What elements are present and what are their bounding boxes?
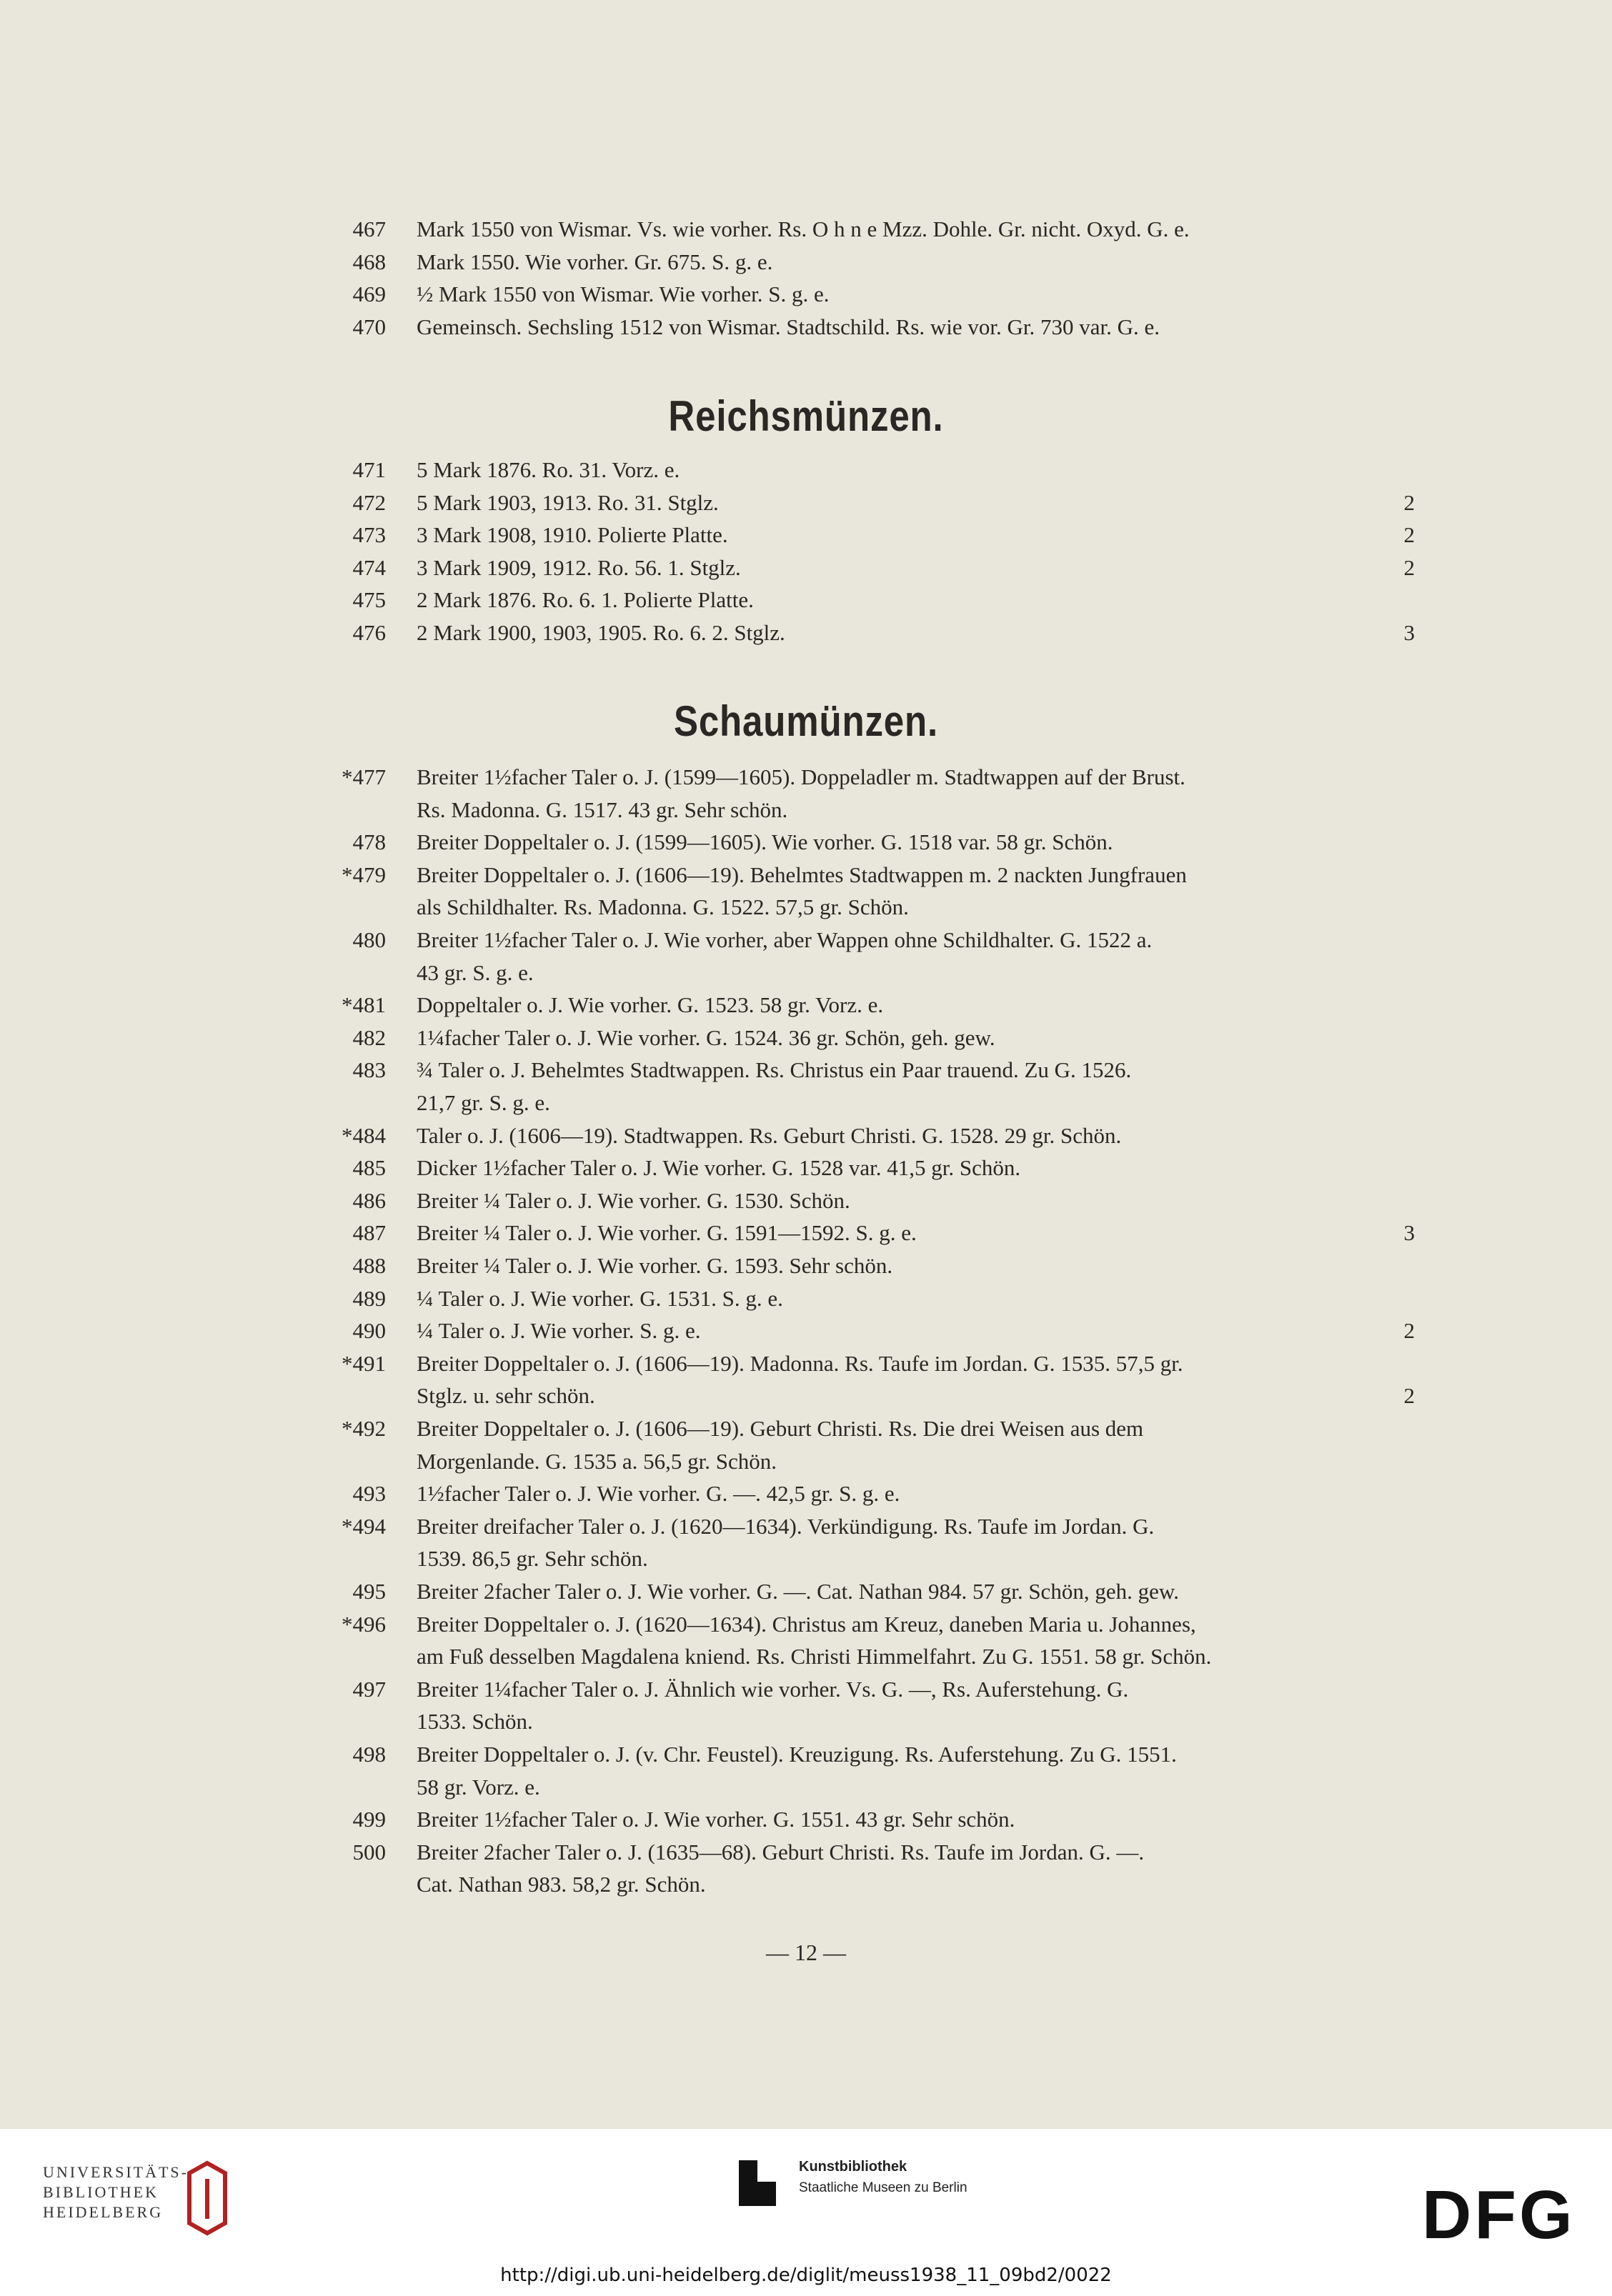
lot-value: 2 xyxy=(1403,522,1415,548)
lot-description: 5 Mark 1876. Ro. 31. Vorz. e. xyxy=(417,457,680,482)
lot-description: Morgenlande. G. 1535 a. 56,5 gr. Schön. xyxy=(417,1448,777,1474)
lot-number: *477 xyxy=(342,764,386,789)
kunstbibliothek-title: Kunstbibliothek xyxy=(799,2159,907,2175)
lot-description: Breiter ¼ Taler o. J. Wie vorher. G. 1593. Sehr schön. xyxy=(417,1253,893,1278)
lot-number: 500 xyxy=(352,1839,386,1865)
lot-value: 2 xyxy=(1403,554,1415,580)
lot-description: ¼ Taler o. J. Wie vorher. S. g. e. xyxy=(417,1318,701,1344)
lot-description: 1½facher Taler o. J. Wie vorher. G. —. 42,5 gr. S. g. e. xyxy=(417,1481,900,1507)
lot-description: als Schildhalter. Rs. Madonna. G. 1522. 57,5 gr. Schön. xyxy=(417,894,909,920)
lot-description: Doppeltaler o. J. Wie vorher. G. 1523. 58 gr. Vorz. e. xyxy=(417,992,884,1018)
lot-number: *484 xyxy=(342,1122,386,1148)
lot-description: Breiter dreifacher Taler o. J. (1620—1634). Verkündigung. Rs. Taufe im Jordan. G. xyxy=(417,1513,1155,1539)
lot-description: 1¼facher Taler o. J. Wie vorher. G. 1524. 36 gr. Schön, geh. gew. xyxy=(417,1024,995,1050)
lot-number: 488 xyxy=(352,1253,386,1278)
lot-description: Breiter Doppeltaler o. J. (1606—19). Behelmtes Stadtwappen m. 2 nackten Jungfrauen xyxy=(417,862,1187,887)
uni-logo-line-3: HEIDELBERG xyxy=(43,2203,164,2221)
lot-description: Breiter 1½facher Taler o. J. Wie vorher, aber Wappen ohne Schildhalter. G. 1522 a. xyxy=(417,927,1153,952)
lot-description: 43 gr. S. g. e. xyxy=(417,959,534,985)
lot-number: *496 xyxy=(342,1611,386,1637)
university-seal-icon xyxy=(182,2159,232,2237)
section-heading-reichsmuenzen: Reichsmünzen. xyxy=(668,392,944,440)
lot-description: Breiter ¼ Taler o. J. Wie vorher. G. 1530. Schön. xyxy=(417,1187,850,1213)
lot-description: 3 Mark 1909, 1912. Ro. 56. 1. Stglz. xyxy=(417,554,741,580)
lot-number: 471 xyxy=(352,457,386,482)
lot-number: 468 xyxy=(352,249,386,274)
lot-value: 3 xyxy=(1403,620,1415,645)
page-number: — 12 — xyxy=(766,1940,846,1965)
lot-description: Breiter 1½facher Taler o. J. Wie vorher. G. 1551. 43 gr. Sehr schön. xyxy=(417,1807,1015,1832)
lot-description: Stglz. u. sehr schön. xyxy=(417,1383,595,1409)
lot-description: 58 gr. Vorz. e. xyxy=(417,1774,540,1800)
kunstbibliothek-logo[interactable] xyxy=(736,2157,1036,2243)
uni-logo-line-2: BIBLIOTHEK xyxy=(43,2183,159,2201)
lot-description: Taler o. J. (1606—19). Stadtwappen. Rs. Geburt Christi. G. 1528. 29 gr. Schön. xyxy=(417,1122,1122,1148)
lot-number: 493 xyxy=(352,1481,386,1507)
lot-description: Rs. Madonna. G. 1517. 43 gr. Sehr schön. xyxy=(417,797,788,822)
lot-number: *491 xyxy=(342,1350,386,1376)
lot-description: 5 Mark 1903, 1913. Ro. 31. Stglz. xyxy=(417,489,719,515)
lot-number: 480 xyxy=(352,927,386,952)
lot-number: 472 xyxy=(352,489,386,515)
lot-number: 483 xyxy=(352,1057,386,1083)
lot-description: Mark 1550. Wie vorher. Gr. 675. S. g. e. xyxy=(417,249,773,274)
lot-description: Breiter Doppeltaler o. J. (v. Chr. Feustel). Kreuzigung. Rs. Auferstehung. Zu G. 1551. xyxy=(417,1742,1177,1767)
lot-description: Breiter ¼ Taler o. J. Wie vorher. G. 1591—1592. S. g. e. xyxy=(417,1220,917,1246)
lot-description: Breiter Doppeltaler o. J. (1620—1634). Christus am Kreuz, daneben Maria u. Johannes, xyxy=(417,1611,1196,1637)
lot-number: 499 xyxy=(352,1807,386,1832)
dfg-logo-text: DFG xyxy=(1422,2177,1576,2253)
lot-description: Breiter Doppeltaler o. J. (1606—19). Madonna. Rs. Taufe im Jordan. G. 1535. 57,5 gr. xyxy=(417,1350,1183,1376)
lot-number: 495 xyxy=(352,1579,386,1604)
lot-value: 2 xyxy=(1403,1383,1415,1409)
lot-description: Breiter 1½facher Taler o. J. (1599—1605). Doppeladler m. Stadtwappen auf der Brust. xyxy=(417,764,1185,789)
lot-description: Gemeinsch. Sechsling 1512 von Wismar. Stadtschild. Rs. wie vor. Gr. 730 var. G. e. xyxy=(417,314,1160,339)
lot-description: Breiter 2facher Taler o. J. Wie vorher. G. —. Cat. Nathan 984. 57 gr. Schön, geh. gew. xyxy=(417,1579,1179,1604)
lot-description: ½ Mark 1550 von Wismar. Wie vorher. S. g. e. xyxy=(417,281,830,307)
university-library-logo[interactable] xyxy=(43,2163,236,2249)
lot-number: 467 xyxy=(352,216,386,241)
lot-description: 2 Mark 1876. Ro. 6. 1. Polierte Platte. xyxy=(417,587,754,613)
lot-description: Dicker 1½facher Taler o. J. Wie vorher. G. 1528 var. 41,5 gr. Schön. xyxy=(417,1155,1021,1181)
lot-number: 476 xyxy=(352,620,386,645)
kunstbibliothek-mark-icon xyxy=(736,2157,786,2215)
lot-number: 487 xyxy=(352,1220,386,1246)
lot-number: *494 xyxy=(342,1513,386,1539)
lot-description: 3 Mark 1908, 1910. Polierte Platte. xyxy=(417,522,728,548)
lot-description: 1533. Schön. xyxy=(417,1709,533,1735)
lot-number: 485 xyxy=(352,1155,386,1181)
lot-value: 3 xyxy=(1403,1220,1415,1246)
lot-number: 486 xyxy=(352,1187,386,1213)
lot-description: Cat. Nathan 983. 58,2 gr. Schön. xyxy=(417,1872,706,1897)
lot-number: 470 xyxy=(352,314,386,339)
lot-value: 2 xyxy=(1403,1318,1415,1344)
lot-number: 497 xyxy=(352,1676,386,1702)
lot-number: 478 xyxy=(352,829,386,855)
lot-number: 475 xyxy=(352,587,386,613)
source-url-link[interactable]: http://digi.ub.uni-heidelberg.de/diglit/meuss1938_11_09bd2/0022 xyxy=(500,2265,1112,2286)
lot-number: 474 xyxy=(352,554,386,580)
lot-value: 2 xyxy=(1403,489,1415,515)
lot-description: Breiter 1¼facher Taler o. J. Ähnlich wie vorher. Vs. G. —, Rs. Auferstehung. G. xyxy=(417,1676,1129,1702)
lot-number: 498 xyxy=(352,1742,386,1767)
lot-number: 489 xyxy=(352,1285,386,1311)
lot-description: 2 Mark 1900, 1903, 1905. Ro. 6. 2. Stglz. xyxy=(417,620,785,645)
kunstbibliothek-subtitle: Staatliche Museen zu Berlin xyxy=(799,2180,967,2195)
lot-description: Breiter Doppeltaler o. J. (1606—19). Geburt Christi. Rs. Die drei Weisen aus dem xyxy=(417,1416,1144,1441)
lot-number: 482 xyxy=(352,1024,386,1050)
lot-description: ¾ Taler o. J. Behelmtes Stadtwappen. Rs. Christus ein Paar trauend. Zu G. 1526. xyxy=(417,1057,1132,1083)
lot-number: *481 xyxy=(342,992,386,1018)
lot-number: 473 xyxy=(352,522,386,548)
lot-number: 469 xyxy=(352,281,386,307)
lot-number: *479 xyxy=(342,862,386,887)
lot-description: Breiter 2facher Taler o. J. (1635—68). Geburt Christi. Rs. Taufe im Jordan. G. —. xyxy=(417,1839,1145,1865)
lot-number: 490 xyxy=(352,1318,386,1344)
section-heading-schaumuenzen: Schaumünzen. xyxy=(673,697,939,745)
uni-logo-line-1: UNIVERSITÄTS- xyxy=(43,2163,189,2181)
lot-description: am Fuß desselben Magdalena kniend. Rs. Christi Himmelfahrt. Zu G. 1551. 58 gr. Schön. xyxy=(417,1644,1212,1669)
lot-number: *492 xyxy=(342,1416,386,1441)
lot-description: 1539. 86,5 gr. Sehr schön. xyxy=(417,1546,648,1572)
lot-description: Mark 1550 von Wismar. Vs. wie vorher. Rs. O h n e Mzz. Dohle. Gr. nicht. Oxyd. G. e. xyxy=(417,216,1190,241)
dfg-logo[interactable] xyxy=(1422,2175,1593,2254)
lot-description: Breiter Doppeltaler o. J. (1599—1605). Wie vorher. G. 1518 var. 58 gr. Schön. xyxy=(417,829,1113,855)
lot-description: ¼ Taler o. J. Wie vorher. G. 1531. S. g. e. xyxy=(417,1285,783,1311)
lot-description: 21,7 gr. S. g. e. xyxy=(417,1090,550,1115)
